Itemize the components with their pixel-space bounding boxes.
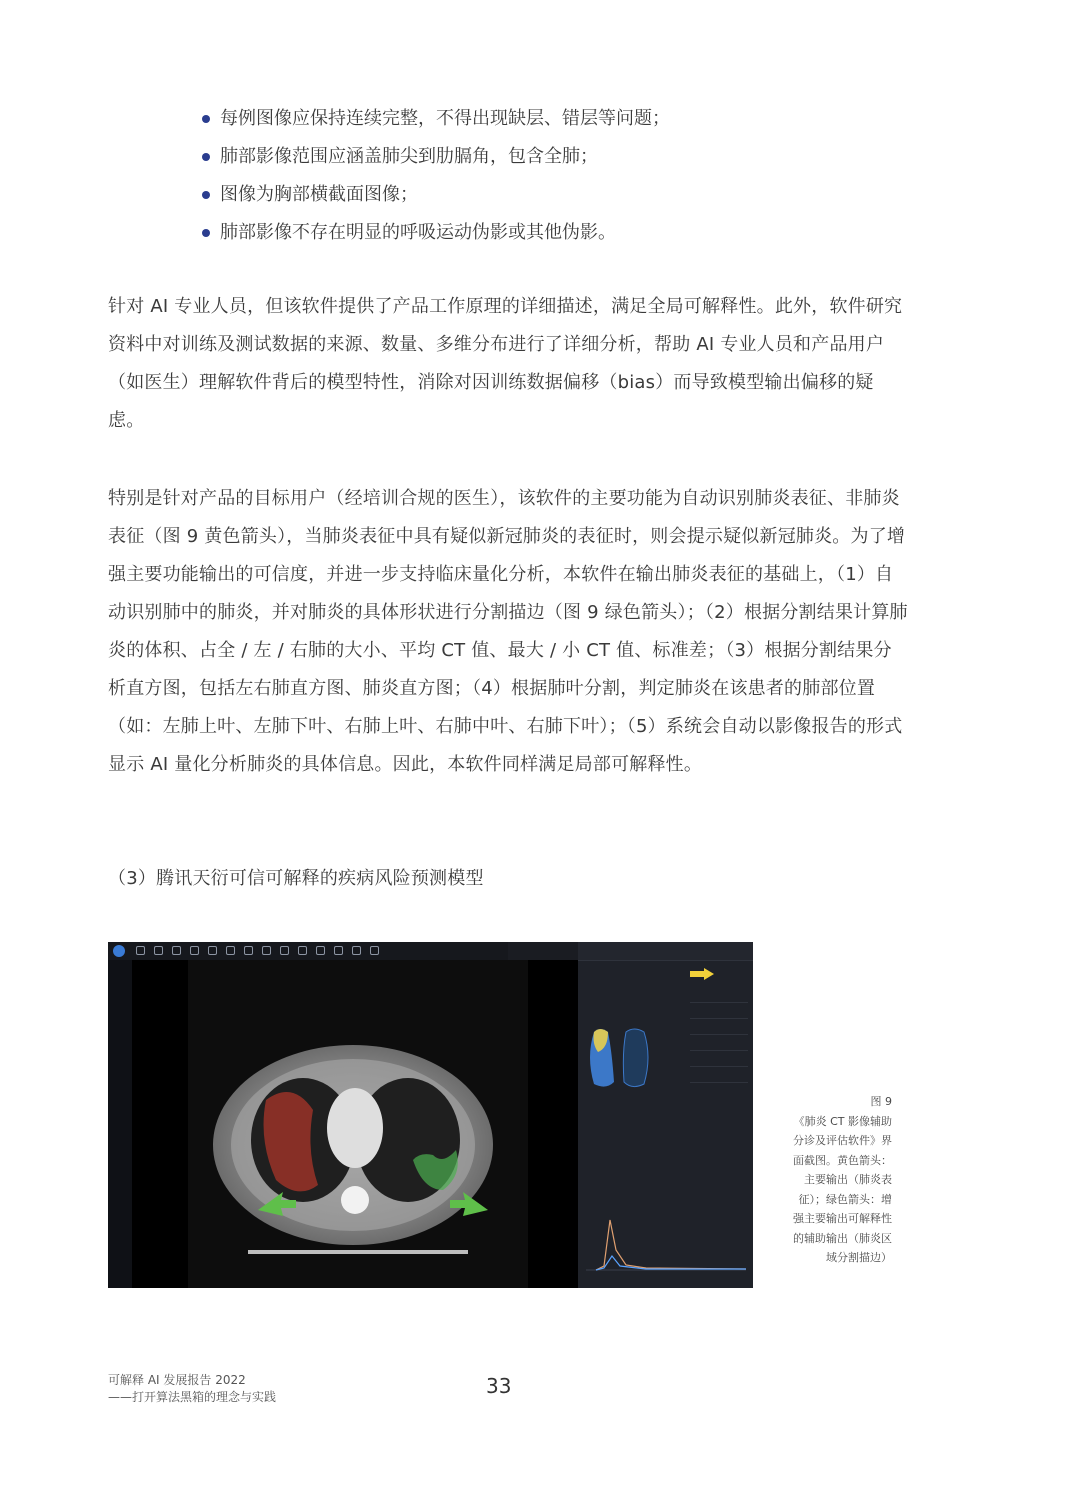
tool-icon (226, 946, 235, 955)
histogram-series-a (596, 1220, 746, 1270)
page-number: 33 (486, 1374, 512, 1398)
tool-icon (316, 946, 325, 955)
viewer-toolbar (108, 942, 508, 961)
tool-icon (244, 946, 253, 955)
bullet-text: 每例图像应保持连续完整，不得出现缺层、错层等问题； (220, 108, 670, 129)
figure-screenshot (108, 942, 753, 1288)
tool-icon (154, 946, 163, 955)
tool-icon (334, 946, 343, 955)
bullet-item (200, 100, 920, 138)
panel-header (578, 942, 753, 961)
table-divider (690, 1082, 748, 1083)
footer-title-line2: ——打开算法黑箱的理念与实践 (108, 1390, 277, 1404)
bullet-dot-icon (202, 191, 210, 199)
tool-icon (136, 946, 145, 955)
tool-icon (190, 946, 199, 955)
bullet-dot-icon (202, 153, 210, 161)
heart-mediastinum (327, 1088, 383, 1168)
bullet-item (200, 214, 920, 252)
yellow-arrow-icon-svg (690, 968, 714, 980)
tool-icon (262, 946, 271, 955)
table-divider (690, 1002, 748, 1003)
tool-icon (370, 946, 379, 955)
table-divider (690, 1050, 748, 1051)
ct-viewer[interactable] (108, 960, 578, 1288)
paragraph-local-explainability: 特别是针对产品的目标用户（经培训合规的医生），该软件的主要功能为自动识别肺炎表征、非肺炎表征（图 9 黄色箭头），当肺炎表征中具有疑似新冠肺炎的表征时，则会提示疑似新冠肺炎。为了增强主要功能输出的可信度，并进一步支持临床量化分析，本软件在输出肺炎表征的基础上，（1）自动识别肺中的肺炎，并对肺炎的具体形状进行分割描边（图 9 绿色箭头）；（2）根据分割结果计算肺炎的体积、占全 / 左 / 右肺的大小、平均 CT 值、最大 / 小 CT 值、标准差；（3）根据分割结果分析直方图，包括左右肺直方图、肺炎直方图；（4）根据肺叶分割，判定肺炎在该患者的肺部位置（如：左肺上叶、左肺下叶、右肺上叶、右肺中叶、右肺下叶）；（5）系统会自动以影像报告的形式显示 AI 量化分析肺炎的具体信息。因此，本软件同样满足局部可解释性。 (108, 488, 908, 775)
tool-icon (298, 946, 307, 955)
tool-icon (280, 946, 289, 955)
figure-caption-text: 《肺炎 CT 影像辅助分诊及评估软件》界面截图。黄色箭头：主要输出（肺炎表征）；绿色箭头：增强主要输出可解释性的辅助输出（肺炎区域分割描边） (793, 1114, 892, 1264)
bullet-dot-icon (202, 229, 210, 237)
paragraph-global-explainability: 针对 AI 专业人员，但该软件提供了产品工作原理的详细描述，满足全局可解释性。此外，软件研究资料中对训练及测试数据的来源、数量、多维分布进行了详细分析，帮助 AI 专业人员和产品用户（如医生）理解软件背后的模型特性，消除对因训练数据偏移（bias）而导致模型输出偏移的疑虑。 (108, 296, 903, 431)
bullet-text: 图像为胸部横截面图像； (220, 184, 418, 205)
histogram-chart (586, 1210, 746, 1280)
lung-segmentation-diagram (584, 1022, 654, 1092)
bullet-item (200, 176, 920, 214)
bullet-item (200, 138, 920, 176)
spine (341, 1186, 369, 1214)
figure-caption-label: 图 9 (870, 1095, 892, 1108)
bullet-list (200, 100, 920, 252)
analysis-panel (578, 942, 753, 1288)
section-heading: （3）腾讯天衍可信可解释的疾病风险预测模型 (108, 868, 484, 889)
bullet-text: 肺部影像不存在明显的呼吸运动伪影或其他伪影。 (220, 222, 616, 243)
ct-image-area (188, 960, 528, 1288)
footer-title-line1: 可解释 AI 发展报告 2022 (108, 1373, 246, 1387)
scanner-table (248, 1250, 468, 1254)
table-divider (690, 1018, 748, 1019)
figure-caption (790, 1092, 892, 1268)
app-logo-icon (113, 945, 125, 957)
table-divider (690, 1066, 748, 1067)
tool-icon (172, 946, 181, 955)
tool-icon (352, 946, 361, 955)
viewer-sidebar (108, 960, 132, 1288)
ct-scan-image (188, 960, 528, 1288)
table-divider (690, 1034, 748, 1035)
tool-icon (208, 946, 217, 955)
bullet-text: 肺部影像范围应涵盖肺尖到肋膈角，包含全肺； (220, 146, 598, 167)
bullet-dot-icon (202, 115, 210, 123)
lung-right-shape (623, 1029, 648, 1087)
footer-title (108, 1372, 276, 1406)
